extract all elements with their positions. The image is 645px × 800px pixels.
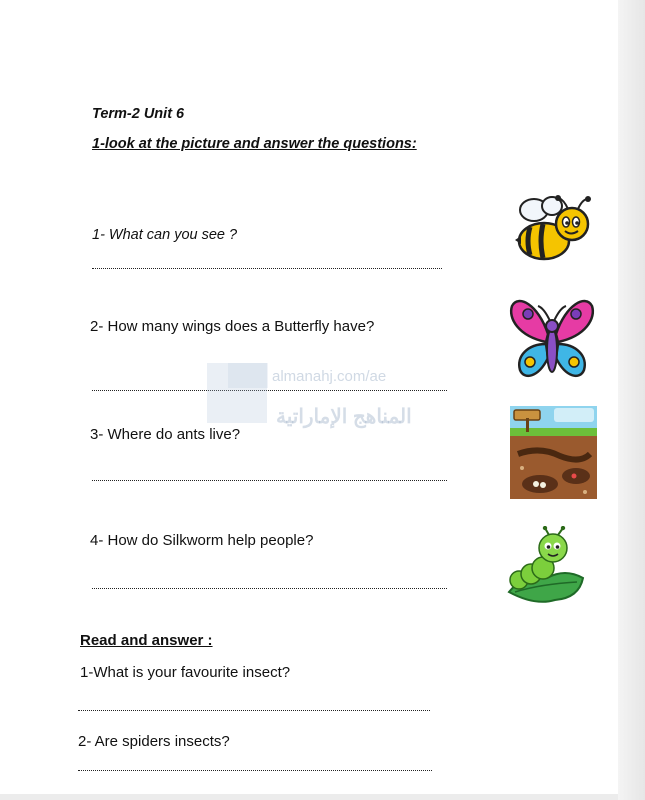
read-question-2: 2- Are spiders insects? <box>78 733 230 750</box>
watermark-url: almanahj.com/ae <box>272 368 387 385</box>
page-edge <box>618 0 645 800</box>
answer-line-3[interactable] <box>92 480 447 481</box>
answer-line-4[interactable] <box>92 588 447 589</box>
bee-icon <box>512 194 592 266</box>
question-2: 2- How many wings does a Butterfly have? <box>90 318 375 335</box>
read-answer-line-2[interactable] <box>78 770 432 771</box>
read-answer-line-1[interactable] <box>78 710 430 711</box>
butterfly-icon <box>508 294 596 386</box>
answer-line-2[interactable] <box>92 390 447 391</box>
watermark-arabic: المناهج الإماراتية <box>276 406 412 428</box>
question-1: 1- What can you see ? <box>92 227 238 243</box>
watermark-logo-overlay <box>228 363 268 388</box>
worksheet-title: Term-2 Unit 6 <box>92 106 185 122</box>
instruction-heading: 1-look at the picture and answer the questions: <box>92 136 417 152</box>
silkworm-icon <box>505 526 587 606</box>
question-3: 3- Where do ants live? <box>90 426 241 443</box>
read-and-answer-heading: Read and answer : <box>80 632 213 649</box>
read-question-1: 1-What is your favourite insect? <box>80 664 291 681</box>
ant-colony-icon <box>510 406 597 499</box>
answer-line-1[interactable] <box>92 268 442 269</box>
question-4: 4- How do Silkworm help people? <box>90 532 314 549</box>
